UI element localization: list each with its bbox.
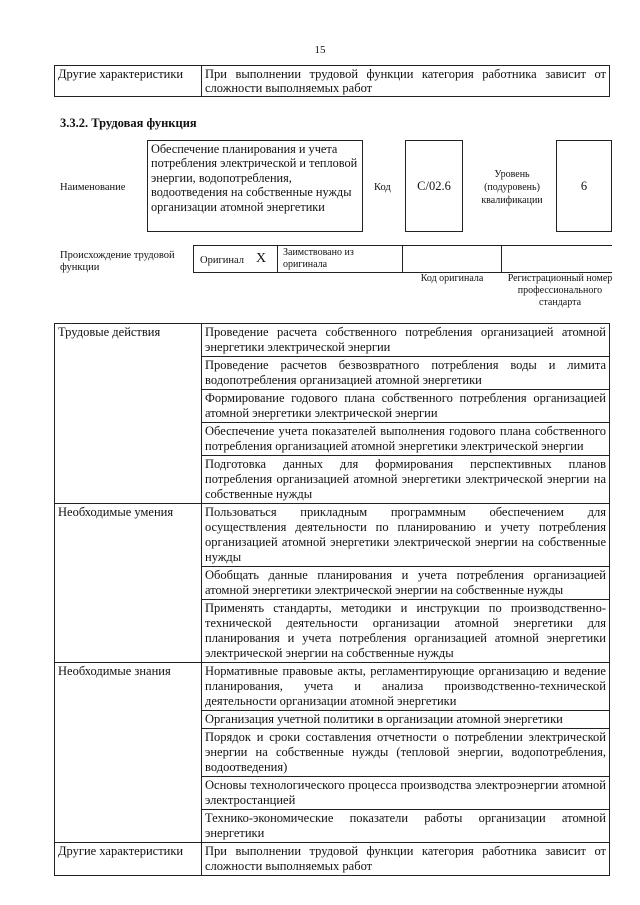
code-value: C/02.6 — [417, 179, 451, 193]
list-item: Порядок и сроки составления отчетности о потреблении электрической энергии на собственные нужды (тепловой энергии, водопотребления, водоотведения) — [202, 729, 610, 777]
original-mark: X — [256, 251, 267, 266]
function-name-value: Обеспечение планирования и учета потребления электрической и тепловой энергии, водопотребления, водоотведения на собственные нужды организации атомной энергетики — [151, 142, 358, 214]
list-item: Технико-экономические показатели работы организации атомной энергетики — [202, 810, 610, 843]
list-item: Нормативные правовые акты, регламентирующие организацию и ведение планирования, учета и анализа производственно-технической деятельности организации атомной энергетики — [202, 663, 610, 711]
code-original-label: Код оригинала — [420, 273, 484, 284]
table-row — [55, 324, 610, 357]
list-item: При выполнении трудовой функции категория работника зависит от сложности выполняемых работ — [202, 843, 610, 876]
row-label-skills: Необходимые умения — [55, 504, 202, 663]
table-row — [55, 663, 610, 711]
section-title: 3.3.2. Трудовая функция — [60, 116, 197, 130]
origin-divider — [277, 246, 278, 272]
reg-number-label: Регистрационный номер профессионального стандарта — [507, 273, 613, 308]
row-label-other: Другие характеристики — [55, 843, 202, 876]
top-characteristics-text: При выполнении трудовой функции категория работника зависит от сложности выполняемых работ — [202, 66, 610, 97]
code-label: Код — [374, 182, 391, 193]
original-label: Оригинал — [200, 255, 244, 266]
list-item: Пользоваться прикладным программным обеспечением для осуществления деятельности по планированию и учету потребления организацией атомной энергетики электрической энергии на собственные нужды — [202, 504, 610, 567]
labor-function-table — [54, 323, 610, 876]
origin-row — [193, 245, 612, 273]
code-box — [405, 140, 463, 232]
list-item: Основы технологического процесса производства электроэнергии атомной электростанцией — [202, 777, 610, 810]
name-label: Наименование — [60, 182, 126, 193]
list-item: Проведение расчетов безвозвратного потребления воды и лимита водопотребления организацией атомной энергетики — [202, 357, 610, 390]
top-characteristics-table — [54, 65, 610, 97]
function-name-box — [147, 140, 363, 232]
list-item: Организация учетной политики в организации атомной энергетики — [202, 711, 610, 729]
list-item: Подготовка данных для формирования перспективных планов потребления организацией атомной энергетики электрической энергии на собственные нужды — [202, 456, 610, 504]
list-item: Обеспечение учета показателей выполнения годового плана собственного потребления организацией атомной энергетики электрической энергии — [202, 423, 610, 456]
page-number: 15 — [314, 44, 326, 56]
table-row — [55, 504, 610, 567]
level-label: Уровень (подуровень) квалификации — [481, 169, 543, 206]
origin-label: Происхождение трудовой функции — [60, 250, 175, 273]
origin-divider — [402, 246, 403, 272]
list-item: Формирование годового плана собственного потребления организацией атомной энергетики электрической энергии — [202, 390, 610, 423]
list-item: Обобщать данные планирования и учета потребления организацией атомной энергетики электрической энергии на собственные нужды — [202, 567, 610, 600]
list-item: Применять стандарты, методики и инструкции по производственно-технической деятельности организации атомной энергетики для планирования и учета потребления организацией атомной энергетики электрической энергии на собственные нужды — [202, 600, 610, 663]
table-row — [55, 843, 610, 876]
level-box — [556, 140, 612, 232]
borrowed-label: Заимствовано из оригинала — [283, 247, 354, 270]
list-item: Проведение расчета собственного потребления организацией атомной энергетики электрической энергии — [202, 324, 610, 357]
origin-divider — [501, 246, 502, 272]
top-characteristics-label: Другие характеристики — [55, 66, 202, 97]
row-label-actions: Трудовые действия — [55, 324, 202, 504]
row-label-knowledge: Необходимые знания — [55, 663, 202, 843]
level-value: 6 — [580, 179, 588, 193]
